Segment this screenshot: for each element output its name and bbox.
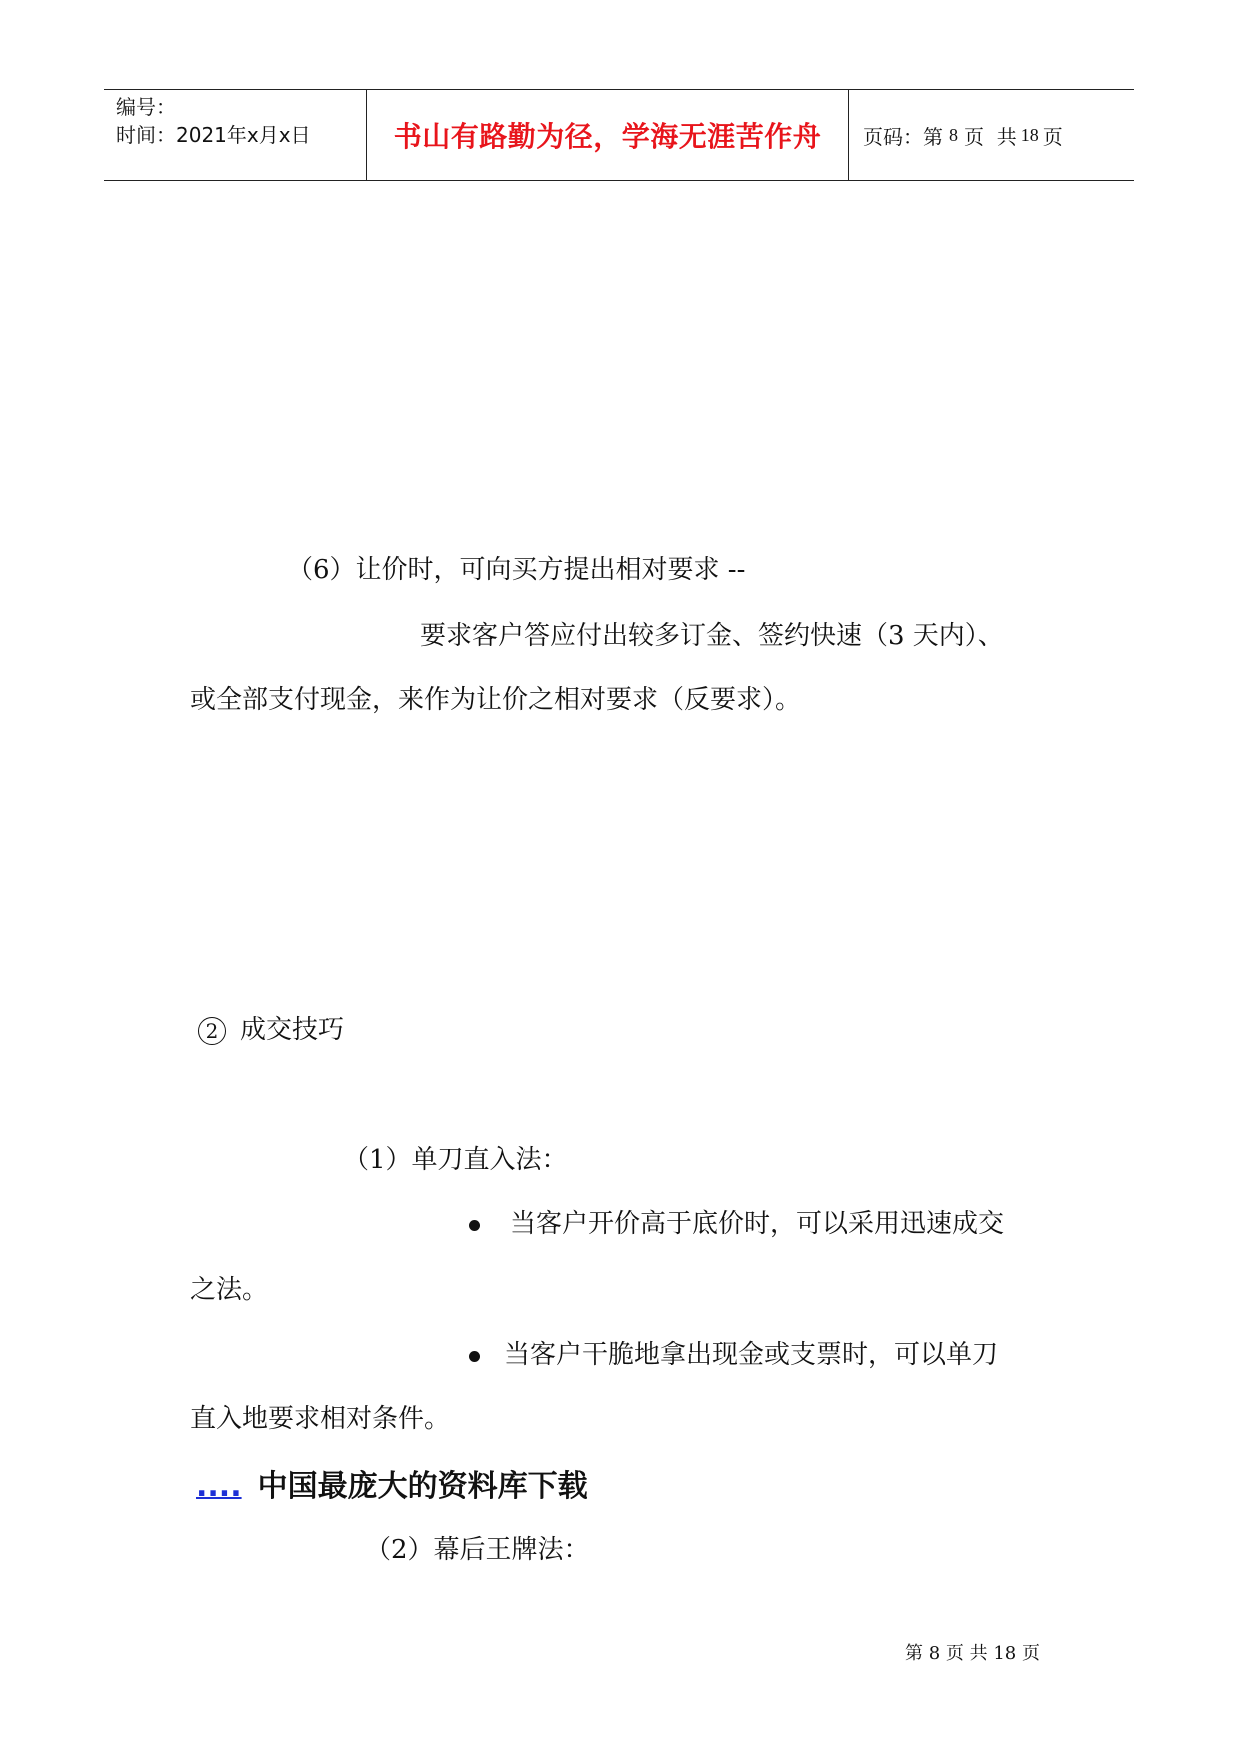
header-page-number: 8	[949, 124, 958, 145]
circled-number-two-icon: 2	[198, 1017, 226, 1045]
header-page-end: 页	[1042, 124, 1063, 149]
method1-title: （1）单刀直入法：	[343, 1145, 568, 1175]
bullet2-line2: 直入地要求相对条件。	[190, 1404, 451, 1434]
bullet1-line2: 之法。	[190, 1275, 269, 1305]
header-info-cell	[104, 90, 367, 180]
bullet1-text: 当客户开价高于底价时，可以采用迅速成交	[510, 1209, 1005, 1239]
page-header	[104, 89, 1134, 181]
header-motto-cell	[367, 90, 849, 180]
item6-text-line2: 或全部支付现金，来作为让价之相对要求（反要求）。	[190, 685, 802, 715]
section2-heading	[198, 1015, 344, 1045]
bullet2-line1	[469, 1340, 998, 1370]
page-footer: 第 8 页 共 18 页	[905, 1643, 1040, 1664]
bullet-icon	[469, 1351, 480, 1362]
promo-link[interactable]: ....	[196, 1469, 242, 1504]
item6-title: （6）让价时，可向买方提出相对要求 --	[287, 555, 746, 585]
section2-title: 成交技巧	[240, 1015, 345, 1045]
bullet1-line1	[469, 1209, 1004, 1239]
item6-text-line1: 要求客户答应付出较多订金、签约快速（3 天内）、	[420, 621, 1004, 651]
header-page-cell	[849, 90, 1134, 180]
bullet-icon	[469, 1220, 480, 1231]
header-page-total: 18	[1020, 124, 1039, 145]
promo-text: 中国最庞大的资料库下载	[257, 1469, 588, 1504]
document-time-label: 时间：2021年x月x日	[116, 123, 311, 147]
header-page-label: 页码：第	[863, 124, 943, 149]
method2-title: （2）幕后王牌法：	[365, 1535, 590, 1565]
header-motto: 书山有路勤为径，学海无涯苦作舟	[393, 120, 822, 153]
document-number-label: 编号：	[116, 95, 176, 119]
promo-line	[196, 1461, 588, 1505]
bullet2-text: 当客户干脆地拿出现金或支票时，可以单刀	[504, 1340, 999, 1370]
header-page-mid: 页 共	[964, 124, 1017, 149]
